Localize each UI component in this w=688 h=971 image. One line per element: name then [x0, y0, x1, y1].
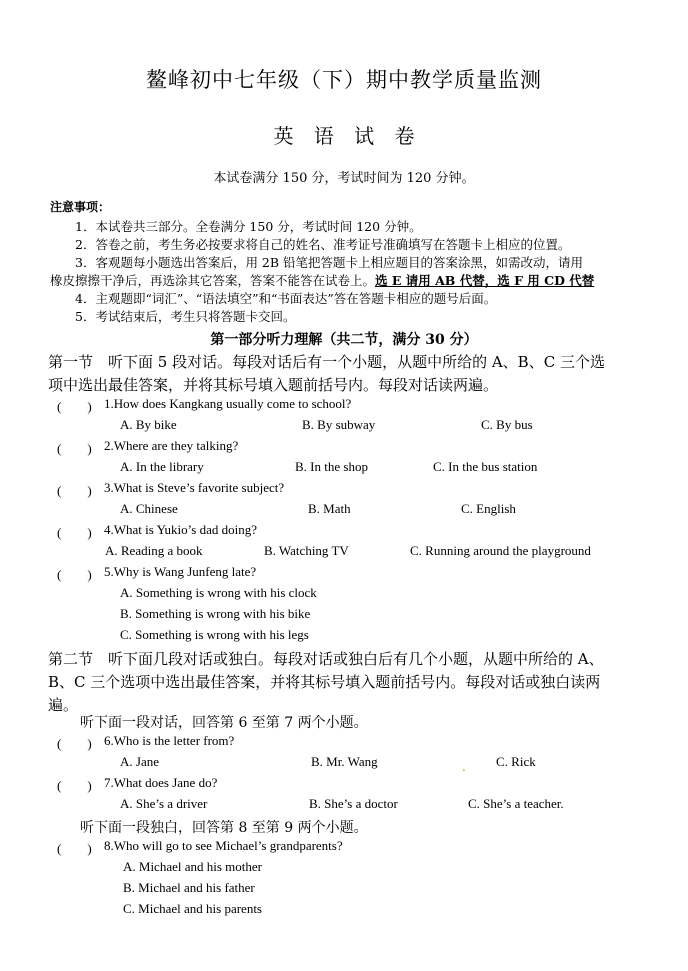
option: B. Mr. Wang	[311, 754, 378, 769]
option: B. In the shop	[295, 459, 368, 474]
note-item: 4．主观题即“词汇”、“语法填空”和“书面表达”答在答题卡相应的题号后面。	[75, 291, 497, 306]
question-text: 2.Where are they talking?	[104, 438, 239, 453]
speck-mark: .	[462, 760, 466, 774]
answer-paren[interactable]: ( )	[57, 736, 92, 751]
section2-instruction: 第二节 听下面几段对话或独白。每段对话或独白后有几个小题，从题中所给的 A、	[48, 650, 604, 668]
option: C. Rick	[496, 754, 536, 769]
note-item: 1．本试卷共三部分。全卷满分 150 分，考试时间 120 分钟。	[75, 219, 422, 234]
option: C. In the bus station	[433, 459, 538, 474]
answer-paren[interactable]: ( )	[57, 841, 92, 856]
option: B. Math	[308, 501, 351, 516]
question-text: 6.Who is the letter from?	[104, 733, 235, 748]
option: B. Michael and his father	[123, 880, 255, 895]
option: C. Running around the playground	[410, 543, 591, 558]
note-emphasis: 选 E 请用 AB 代替，选 F 用 CD 代替	[375, 273, 595, 288]
question-text: 7.What does Jane do?	[104, 775, 218, 790]
group-instruction: 听下面一段对话，回答第 6 至第 7 两个小题。	[80, 715, 368, 731]
group-instruction: 听下面一段独白，回答第 8 至第 9 两个小题。	[80, 820, 368, 836]
option: A. Jane	[120, 754, 159, 769]
option: C. By bus	[481, 417, 533, 432]
exam-info: 本试卷满分 150 分，考试时间为 120 分钟。	[213, 171, 475, 186]
section1-instruction: 第一节 听下面 5 段对话。每段对话后有一个小题，从题中所给的 A、B、C 三个选	[48, 353, 605, 371]
question-text: 3.What is Steve’s favorite subject?	[104, 480, 285, 495]
answer-paren[interactable]: ( )	[57, 441, 92, 456]
note-item: 5．考试结束后，考生只将答题卡交回。	[75, 309, 296, 324]
section1-instruction: 项中选出最佳答案，并将其标号填入题前括号内。每段对话读两遍。	[48, 376, 499, 394]
question-text: 8.Who will go to see Michael’s grandparents?	[104, 838, 343, 853]
option: C. English	[461, 501, 516, 516]
answer-paren[interactable]: ( )	[57, 567, 92, 582]
answer-paren[interactable]: ( )	[57, 483, 92, 498]
section2-instruction: 遍。	[48, 696, 79, 714]
note-item	[50, 271, 594, 289]
part1-title: 第一部分听力理解（共二节，满分 30 分）	[210, 332, 478, 348]
question-text: 5.Why is Wang Junfeng late?	[104, 564, 257, 579]
question-text: 1.How does Kangkang usually come to school?	[104, 396, 352, 411]
option: A. In the library	[120, 459, 204, 474]
exam-title: 鳌峰初中七年级（下）期中教学质量监测	[146, 68, 542, 92]
notes-heading: 注意事项：	[50, 200, 111, 214]
note-text: 橡皮擦擦干净后，再选涂其它答案，答案不能答在试卷上。	[50, 273, 376, 288]
answer-paren[interactable]: ( )	[57, 525, 92, 540]
note-item: 3．客观题每小题选出答案后，用 2B 铅笔把答题卡上相应题目的答案涂黑，如需改动，请用	[75, 255, 584, 270]
option: B. She’s a doctor	[309, 796, 398, 811]
option: A. By bike	[120, 417, 177, 432]
option: A. Something is wrong with his clock	[120, 585, 317, 600]
answer-paren[interactable]: ( )	[57, 778, 92, 793]
exam-subtitle: 英 语 试 卷	[273, 124, 415, 148]
option: A. She’s a driver	[120, 796, 208, 811]
option: B. By subway	[302, 417, 376, 432]
option: A. Michael and his mother	[123, 859, 262, 874]
option: B. Watching TV	[264, 543, 349, 558]
question-text: 4.What is Yukio’s dad doing?	[104, 522, 257, 537]
note-item: 2．答卷之前，考生务必按要求将自己的姓名、准考证号准确填写在答题卡上相应的位置。	[75, 237, 571, 252]
option: C. Something is wrong with his legs	[120, 627, 309, 642]
option: C. Michael and his parents	[123, 901, 262, 916]
option: A. Chinese	[120, 501, 178, 516]
answer-paren[interactable]: ( )	[57, 399, 92, 414]
option: A. Reading a book	[105, 543, 203, 558]
option: C. She’s a teacher.	[468, 796, 564, 811]
option: B. Something is wrong with his bike	[120, 606, 311, 621]
section2-instruction: B、C 三个选项中选出最佳答案，并将其标号填入题前括号内。每段对话或独白读两	[48, 673, 601, 691]
